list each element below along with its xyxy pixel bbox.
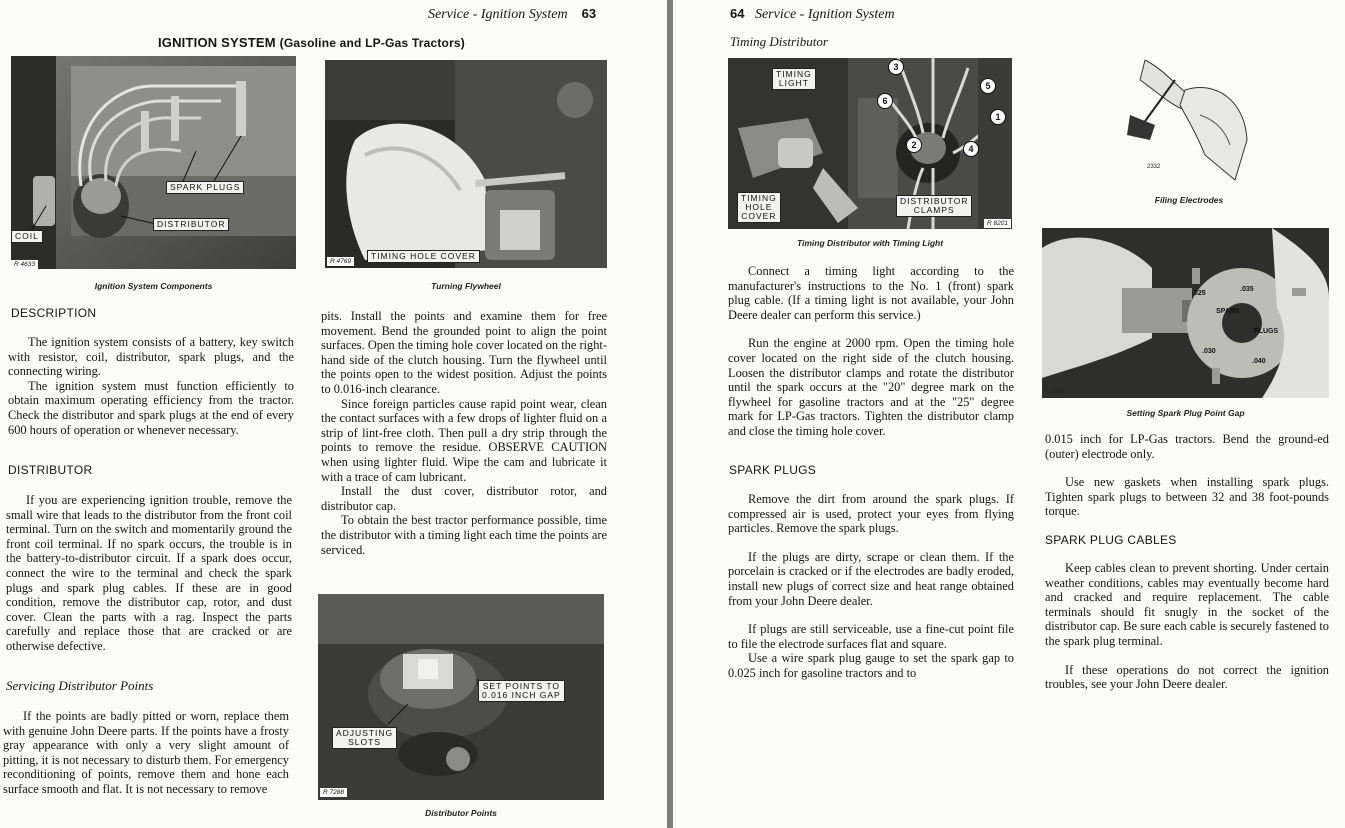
paragraph: The ignition system must function efficiently to obtain maximum operating efficiency from the tractor. Check the distributor and spark plugs at the end of every 600 hours of operation or whenever necessary. <box>8 378 294 437</box>
subheading-timing-distributor: Timing Distributor <box>730 34 828 49</box>
callout-timing-hole-cover: TIMING HOLE COVER <box>367 250 480 263</box>
photo-filing-electrodes <box>1125 60 1253 185</box>
figure-ref-number: R 3941 <box>1045 389 1065 395</box>
figure-distributor-points <box>318 594 604 800</box>
caption-timing-light: Timing Distributor with Timing Light <box>796 238 944 248</box>
heading-spark-plug-cables: SPARK PLUG CABLES <box>1045 533 1177 547</box>
heading-description: DESCRIPTION <box>11 306 97 320</box>
paragraph: pits. Install the points and examine them for free movement. Bend the grounded point to align the point surfaces. Open the timing hole cover located on the right-hand side of the clutch housing. Turn the flywheel until the points open to the widest position. Adjust the points to 0.016-inch clearance. <box>321 309 607 396</box>
callout-timing-hole-cover-text: TIMING HOLE COVER <box>741 193 777 221</box>
paragraph: If the plugs are dirty, scrape or clean them. If the porcelain is cracked or if the electrodes are badly eroded, install new plugs of correct size and heat range obtained from your John Deere dealer. <box>728 549 1014 608</box>
callout-timing-light <box>772 68 816 90</box>
text-spark-plug-cables <box>1045 561 1329 692</box>
paragraph: 0.015 inch for LP-Gas tractors. Bend the ground-ed (outer) electrode only. <box>1045 432 1329 461</box>
running-head-dash: - <box>799 7 805 22</box>
paragraph: Install the dust cover, distributor rotor, and distributor cap. <box>321 484 607 513</box>
cylinder-number-badge: 1 <box>990 109 1006 125</box>
figure-ref-number: R 4633 <box>11 260 38 269</box>
figure-ref-number: R 4769 <box>327 257 354 266</box>
callout-set-points <box>478 680 565 702</box>
caption-filing-electrodes: Filing Electrodes <box>1154 195 1224 205</box>
text-description <box>8 335 294 437</box>
callout-distributor: DISTRIBUTOR <box>153 218 229 231</box>
gauge-label: .035 <box>1240 286 1254 293</box>
paragraph: To obtain the best tractor performance possible, time the distributor with a timing light each time the points are serviced. <box>321 513 607 557</box>
gauge-label: .030 <box>1202 348 1216 355</box>
figure-ref-number: R 7288 <box>320 788 347 797</box>
callout-distributor-clamps <box>896 195 972 217</box>
figure-turning-flywheel <box>325 60 607 268</box>
running-head-title: Ignition System <box>807 7 895 22</box>
figure-ref-number: R 8201 <box>984 219 1011 228</box>
photo-spark-plug-gap <box>1042 228 1329 398</box>
callout-adjusting-slots-text: ADJUSTING SLOTS <box>336 728 394 747</box>
paragraph: Use a wire spark plug gauge to set the spark gap to 0.025 inch for gasoline tractors and to <box>728 651 1014 680</box>
caption-ignition-components: Ignition System Components <box>94 281 213 291</box>
callout-coil: COIL <box>11 230 43 243</box>
text-points-column <box>321 309 607 557</box>
gauge-label: SPARK <box>1216 308 1240 315</box>
callout-distributor-clamps-text: DISTRIBUTOR CLAMPS <box>900 196 969 215</box>
subheading-servicing-points: Servicing Distributor Points <box>6 678 154 693</box>
page-title-main: IGNITION SYSTEM <box>157 35 276 50</box>
paragraph: If plugs are still serviceable, use a fine-cut point file to file the electrode surfaces flat and square. <box>728 622 1014 651</box>
paragraph: The ignition system consists of a battery, key switch with resistor, coil, distributor, spark plugs, and the connecting wiring. <box>8 335 294 379</box>
text-spark-plugs <box>728 492 1014 681</box>
cylinder-number-badge: 5 <box>980 78 996 94</box>
cylinder-number-badge: 4 <box>963 141 979 157</box>
gauge-label: PLUGS <box>1254 328 1279 335</box>
page-number-63: 63 <box>581 6 597 21</box>
page-title-sub: (Gasoline and LP-Gas Tractors) <box>279 36 466 50</box>
heading-spark-plugs: SPARK PLUGS <box>729 463 817 477</box>
text-servicing-points <box>3 709 289 797</box>
paragraph: Use new gaskets when installing spark plugs. Tighten spark plugs to between 32 and 38 foot-pounds torque. <box>1045 475 1329 519</box>
page-63 <box>0 0 667 828</box>
paragraph: If you are experiencing ignition trouble, remove the small wire that leads to the distributor from the front coil terminal. Turn on the switch and momentarily ground the front coil terminal. If no spark occurs, the trouble is in the battery-to-distributor circuit. If a spark does occur, connect the wire to the terminal and check the spark plugs and spark plug cables. If these are in good condition, remove the distributor cap, rotor, and dust cover. Clean the parts with a rag. Inspect the parts carefully and replace those that are cracked or are otherwise defective. <box>6 493 292 653</box>
text-distributor <box>6 493 292 654</box>
page-64 <box>673 0 1345 828</box>
callout-adjusting-slots <box>332 727 397 749</box>
cylinder-number-badge: 6 <box>877 93 893 109</box>
figure-ignition-components <box>11 56 296 269</box>
figure-filing-electrodes <box>1125 60 1253 185</box>
figure-spark-plug-gap <box>1042 228 1329 398</box>
paragraph: Keep cables clean to prevent shorting. Under certain weather conditions, cables may eventually become hard and cracked and require replacement. The cable terminals should fit snugly in the socket of the distributor cap. Be sure each cable is securely fastened to the spark plug terminal. <box>1045 561 1329 648</box>
cylinder-number-badge: 3 <box>888 59 904 75</box>
caption-spark-plug-gap: Setting Spark Plug Point Gap <box>1126 408 1245 418</box>
page-number-64: 64 <box>730 6 745 21</box>
paragraph: If the points are badly pitted or worn, replace them with genuine John Deere parts. If the points have a frosty gray appearance with only a very slight amount of pitting, it is not necessary to disturb them. For emergency reconditioning of points, remove them and hone each surface smooth and flat. It is not necessary to remove <box>3 709 289 796</box>
running-head-section: Service <box>754 7 797 22</box>
text-timing-distributor <box>728 264 1014 439</box>
running-head-left <box>428 6 596 23</box>
heading-distributor: DISTRIBUTOR <box>8 463 93 477</box>
paragraph: If these operations do not correct the ignition troubles, see your John Deere dealer. <box>1045 662 1329 692</box>
caption-distributor-points: Distributor Points <box>425 808 497 818</box>
callout-set-points-text: SET POINTS TO 0.016 INCH GAP <box>482 681 561 700</box>
figure-ref-number: 2332 <box>1147 164 1161 170</box>
caption-turning-flywheel: Turning Flywheel <box>431 281 501 291</box>
running-head-dash: - <box>472 7 478 22</box>
text-spark-plug-gap <box>1045 432 1329 519</box>
gauge-label: .025 <box>1192 290 1206 297</box>
cylinder-number-badge: 2 <box>906 137 922 153</box>
running-head-right <box>730 6 895 23</box>
callout-spark-plugs: SPARK PLUGS <box>166 181 244 194</box>
page-title <box>0 35 623 50</box>
paragraph: Connect a timing light according to the manufacturer's instructions to the No. 1 (front) spark plug cable. (If a timing light is not available, your John Deere dealer can perform this service.) <box>728 264 1014 322</box>
photo-ignition-components <box>11 56 296 269</box>
callout-timing-light-text: TIMING LIGHT <box>776 69 812 88</box>
callout-timing-hole-cover <box>737 192 781 223</box>
running-head-section: Service <box>428 7 470 22</box>
figure-timing-light <box>728 58 1012 229</box>
paragraph: Run the engine at 2000 rpm. Open the timing hole cover located on the right side of the clutch housing. Loosen the distributor clamps and rotate the distributor until the spark occurs at the "20" degree mark on the flywheel for gasoline tractors and at the "25" degree mark for LP-Gas tractors. Tighten the distributor clamp and close the timing hole cover. <box>728 336 1014 438</box>
gauge-label: .040 <box>1252 358 1266 365</box>
paragraph: Since foreign particles cause rapid point wear, clean the contact surfaces with a few drops of lighter fluid on a strip of lint-free cloth. Then pull a dry strip through the points to remove the residue. OBSERVE CAUTION when using lighter fluid. Wipe the cam and lubricate it with a trace of cam lubricant. <box>321 396 607 484</box>
photo-turning-flywheel <box>325 60 607 268</box>
running-head-title: Ignition System <box>480 7 568 22</box>
paragraph: Remove the dirt from around the spark plugs. If compressed air is used, protect your eyes from flying particles. Remove the spark plugs. <box>728 492 1014 536</box>
